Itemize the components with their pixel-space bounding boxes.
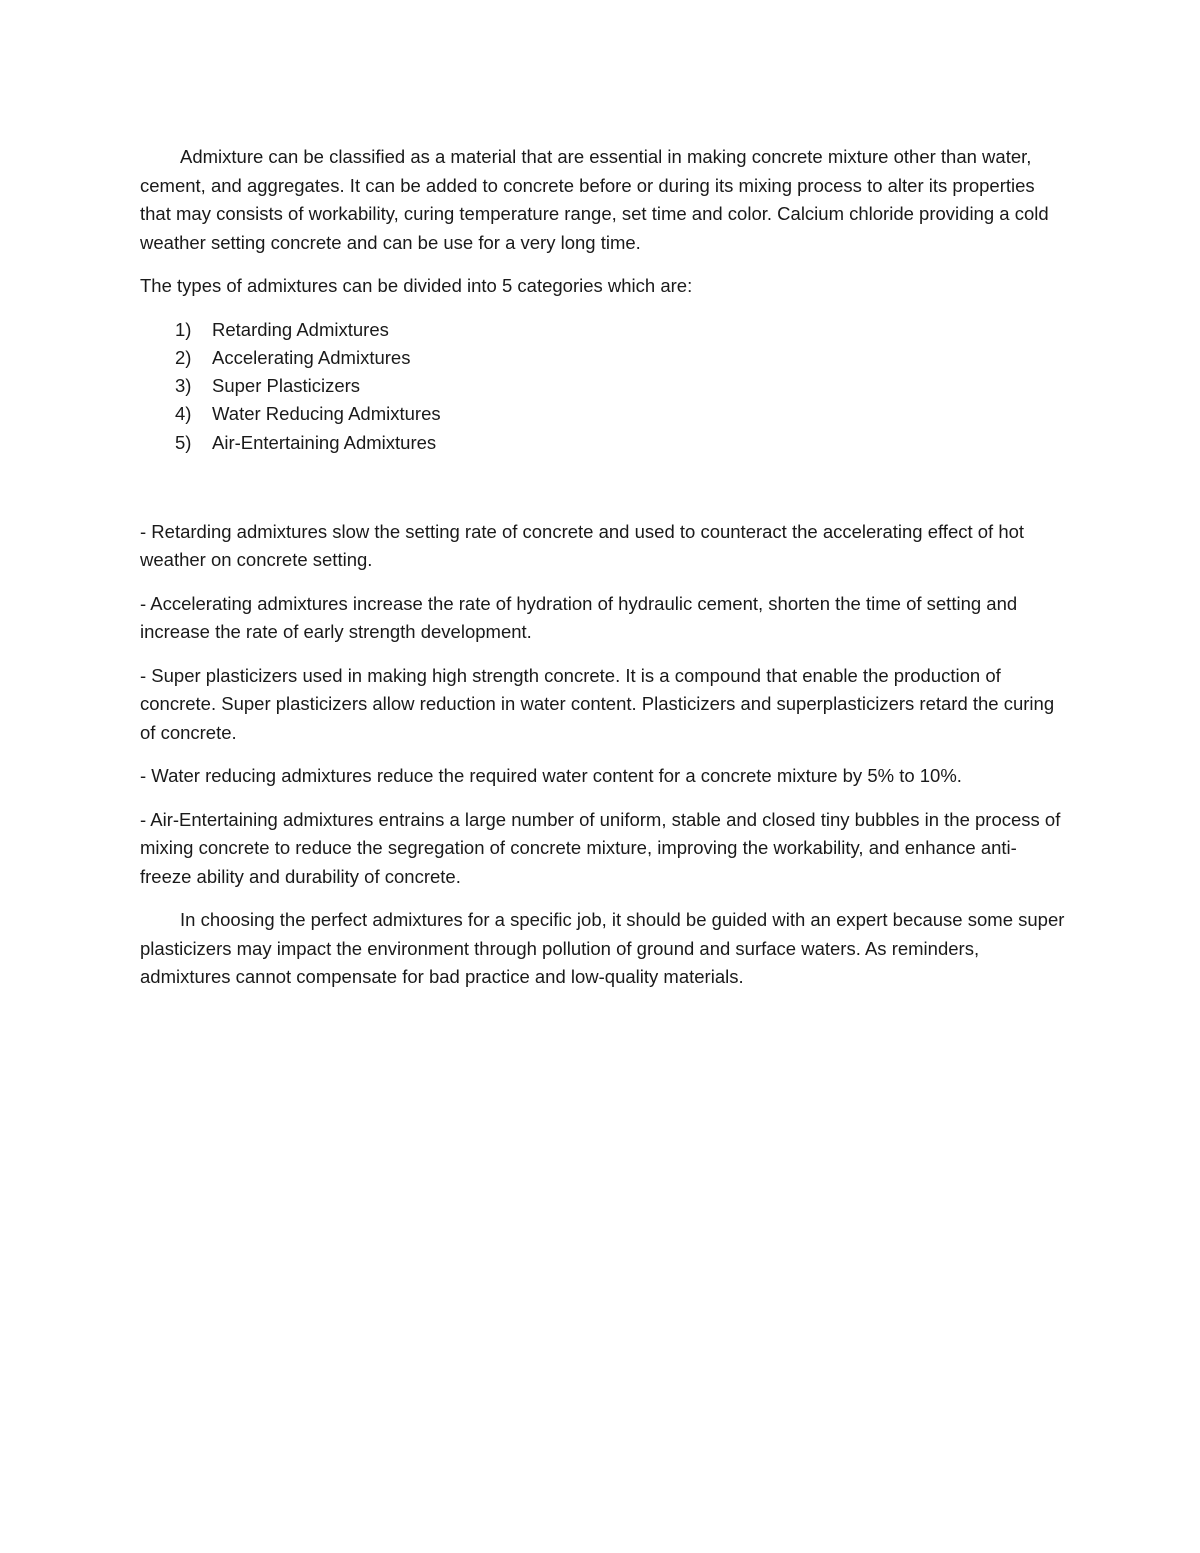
list-item (140, 400, 1065, 428)
blank-line-spacer (140, 472, 1065, 518)
list-item-number: 3) (175, 375, 192, 397)
list-item-number: 5) (175, 431, 192, 453)
retarding-description: - Retarding admixtures slow the setting rate of concrete and used to counteract the accelerating effect of hot weather on concrete setting. (140, 520, 1025, 571)
water-reducing-description: - Water reducing admixtures reduce the required water content for a concrete mixture by 5% to 10%. (140, 765, 962, 787)
list-item (140, 316, 1065, 344)
super-plasticizers-description: - Super plasticizers used in making high strength concrete. It is a compound that enable the production of concrete. Super plasticizers allow reduction in water content. Plasticizers and superplasticizers retard the curing of concrete. (140, 664, 1055, 743)
types-intro-paragraph: The types of admixtures can be divided into 5 categories which are: (140, 275, 693, 296)
admixture-types-list (140, 316, 1065, 457)
document-body (140, 143, 1065, 1007)
list-item-label: Water Reducing Admixtures (212, 403, 441, 425)
intro-paragraph: Admixture can be classified as a material that are essential in making concrete mixture other than water, cement, and aggregates. It can be added to concrete before or during its mixing process to alter its properties that may consists of workability, curing temperature range, set time and color. Calcium chloride providing a cold weather setting concrete and can be use for a very long time. (140, 146, 1049, 253)
list-item-number: 4) (175, 403, 192, 425)
accelerating-description: - Accelerating admixtures increase the rate of hydration of hydraulic cement, shorten the time of setting and increase the rate of early strength development. (140, 592, 1018, 643)
list-item-label: Retarding Admixtures (212, 318, 389, 340)
list-item-label: Air-Entertaining Admixtures (212, 431, 437, 453)
list-item-number: 1) (175, 318, 192, 340)
list-item-label: Accelerating Admixtures (212, 346, 411, 368)
conclusion-paragraph: In choosing the perfect admixtures for a specific job, it should be guided with an expert because some super plasticizers may impact the environment through pollution of ground and surface waters. As reminders, admixtures cannot compensate for bad practice and low-quality materials. (140, 909, 1065, 988)
list-item-number: 2) (175, 346, 192, 368)
list-item-label: Super Plasticizers (212, 375, 361, 397)
list-item (140, 344, 1065, 372)
list-item (140, 372, 1065, 400)
air-entertaining-description: - Air-Entertaining admixtures entrains a large number of uniform, stable and closed tiny bubbles in the process of mixing concrete to reduce the segregation of concrete mixture, improving the workability, and enhance anti-freeze ability and durability of concrete. (140, 808, 1061, 887)
list-item (140, 429, 1065, 457)
